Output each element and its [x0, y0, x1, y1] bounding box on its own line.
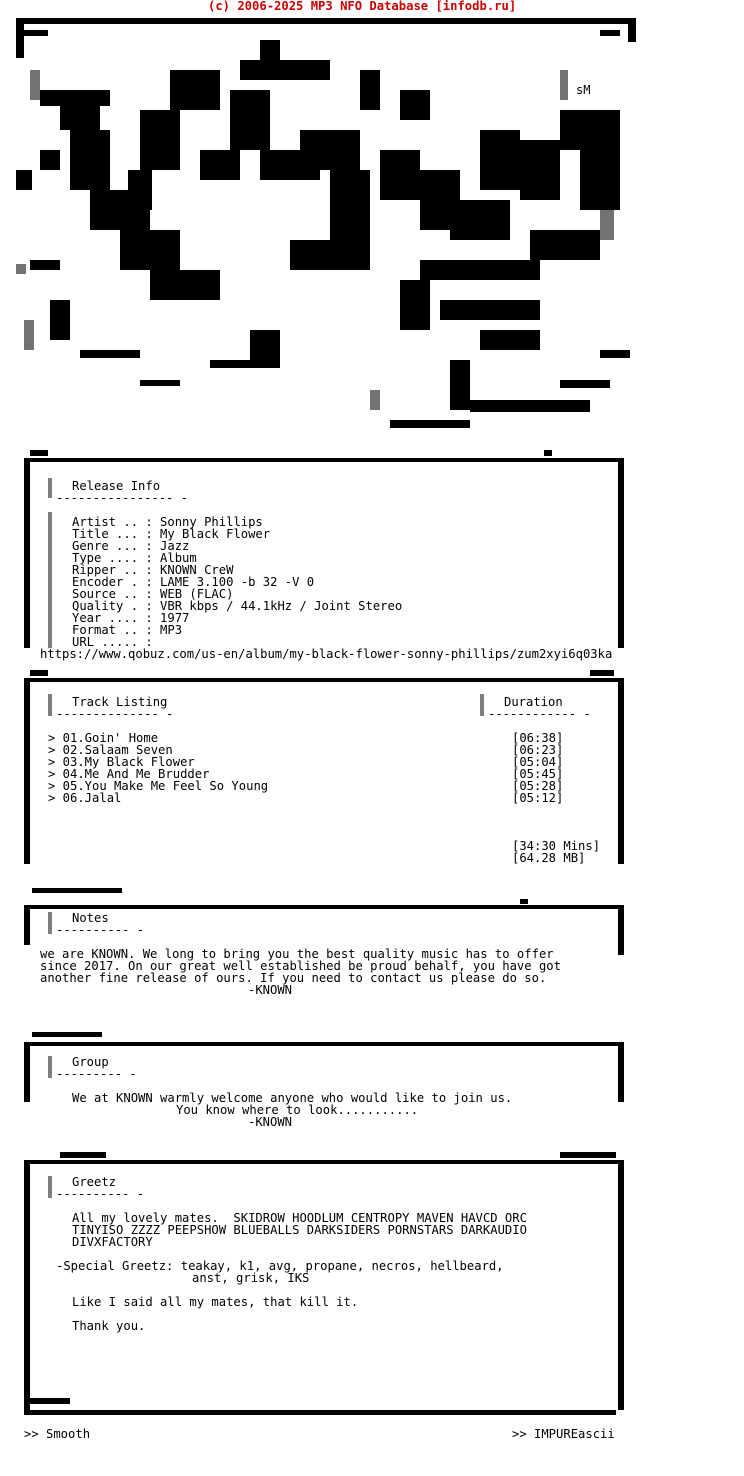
footer-right-credit: >> IMPUREascii — [512, 1427, 615, 1441]
notes-signature: -KNOWN — [248, 983, 293, 997]
greetz-special: -Special Greetz: teakay, k1, avg, propane, necros, hellbeard, — [56, 1259, 504, 1273]
release-info-line: Artist .. : Sonny Phillips — [72, 515, 263, 529]
release-info-underline: ---------------- - — [56, 491, 189, 505]
greetz-box-corner — [560, 1152, 616, 1158]
notes-box-left-border — [24, 905, 30, 945]
greetz-box-left-border — [24, 1160, 30, 1410]
header-credit: (c) 2006-2025 MP3 NFO Database [infodb.ru] — [208, 0, 517, 13]
release-box-top-border — [24, 458, 624, 462]
notes-box-top-border — [24, 905, 624, 909]
release-info-line: Ripper .. : KNOWN CreW — [72, 563, 234, 577]
notes-box-shade — [48, 912, 52, 934]
greetz-box-corner — [60, 1152, 106, 1158]
release-info-line: Format .. : MP3 — [72, 623, 183, 637]
track-duration: [05:12] — [512, 791, 564, 805]
greetz-underline: ---------- - — [56, 1187, 145, 1201]
group-box-top-border — [32, 1032, 102, 1037]
release-info-line: Quality . : VBR kbps / 44.1kHz / Joint Stereo — [72, 599, 403, 613]
release-info-line: URL ..... : — [72, 635, 153, 649]
group-box-shade — [48, 1056, 52, 1078]
tracks-box-shade — [48, 694, 52, 716]
notes-underline: ---------- - — [56, 923, 145, 937]
track-duration: [06:23] — [512, 743, 564, 757]
tracks-box-corner — [30, 670, 48, 676]
group-box-left-border — [24, 1042, 30, 1102]
notes-title: Notes — [72, 911, 109, 925]
greetz-line: Like I said all my mates, that kill it. — [72, 1295, 359, 1309]
release-info-line: Year .... : 1977 — [72, 611, 190, 625]
ascii-art-logo — [0, 0, 744, 450]
release-info-line: Source .. : WEB (FLAC) — [72, 587, 234, 601]
greetz-line: TINYISO ZZZZ PEEPSHOW BLUEBALLS DARKSIDERS PORNSTARS DARKAUDIO — [72, 1223, 527, 1237]
track-name: > 04.Me And Me Brudder — [48, 767, 210, 781]
greetz-box-top-border — [24, 1160, 624, 1164]
release-info-title: Release Info — [72, 479, 161, 493]
duration-underline: ------------ - — [488, 707, 591, 721]
total-size: [64.28 MB] — [512, 851, 586, 865]
group-underline: --------- - — [56, 1067, 137, 1081]
greetz-line: All my lovely mates. SKIDROW HOODLUM CENTROPY MAVEN HAVCD ORC — [72, 1211, 527, 1225]
greetz-thanks: Thank you. — [72, 1319, 146, 1333]
release-info-line: Encoder . : LAME 3.100 -b 32 -V 0 — [72, 575, 315, 589]
track-name: > 05.You Make Me Feel So Young — [48, 779, 269, 793]
notes-line: we are KNOWN. We long to bring you the best quality music has to offer — [40, 947, 554, 961]
group-signature: -KNOWN — [248, 1115, 293, 1129]
tracks-box-top-border — [24, 678, 624, 682]
release-box-left-border — [24, 458, 30, 648]
track-listing-title: Track Listing — [72, 695, 168, 709]
greetz-box-bottom-border — [24, 1410, 616, 1415]
release-box-right-border — [618, 458, 624, 648]
greetz-box-right-border — [618, 1160, 624, 1410]
greetz-box-corner — [30, 1398, 70, 1404]
total-time: [34:30 Mins] — [512, 839, 601, 853]
greetz-line: DIVXFACTORY — [72, 1235, 153, 1249]
greetz-title: Greetz — [72, 1175, 117, 1189]
notes-line: another fine release of ours. If you need to contact us please do so. — [40, 971, 547, 985]
track-duration: [06:38] — [512, 731, 564, 745]
release-box-corner — [544, 450, 552, 456]
release-info-line: Genre ... : Jazz — [72, 539, 190, 553]
footer-left-credit: >> Smooth — [24, 1427, 91, 1441]
tracks-box-right-border — [618, 678, 624, 864]
track-duration: [05:04] — [512, 755, 564, 769]
tracks-box-shade — [480, 694, 484, 716]
release-url-link[interactable]: https://www.qobuz.com/us-en/album/my-black-flower-sonny-phillips/zum2xyi6q03ka — [40, 647, 613, 661]
greetz-special-cont: anst, grisk, IKS — [192, 1271, 310, 1285]
track-listing-underline: -------------- - — [56, 707, 174, 721]
release-info-line: Type .... : Album — [72, 551, 197, 565]
group-line: You know where to look........... — [176, 1103, 419, 1117]
notes-box-right-border — [618, 905, 624, 955]
track-name: > 01.Goin' Home — [48, 731, 159, 745]
tracks-box-corner — [590, 670, 614, 676]
notes-box-top-border — [32, 888, 122, 893]
release-box-corner — [30, 450, 48, 456]
track-name: > 02.Salaam Seven — [48, 743, 173, 757]
release-box-shade — [48, 478, 52, 498]
tracks-box-left-border — [24, 678, 30, 864]
track-name: > 06.Jalal — [48, 791, 122, 805]
track-duration: [05:28] — [512, 779, 564, 793]
track-duration: [05:45] — [512, 767, 564, 781]
art-signature: sM — [576, 83, 591, 97]
group-box-top-border — [24, 1042, 624, 1046]
duration-title: Duration — [504, 695, 563, 709]
release-box-shade — [48, 512, 52, 648]
group-box-right-border — [618, 1042, 624, 1102]
notes-line: since 2017. On our great well established be proud behalf, you have got — [40, 959, 561, 973]
track-name: > 03.My Black Flower — [48, 755, 195, 769]
greetz-box-shade — [48, 1176, 52, 1198]
group-line: We at KNOWN warmly welcome anyone who would like to join us. — [72, 1091, 513, 1105]
release-info-line: Title ... : My Black Flower — [72, 527, 271, 541]
group-title: Group — [72, 1055, 109, 1069]
notes-box-corner — [520, 899, 528, 904]
